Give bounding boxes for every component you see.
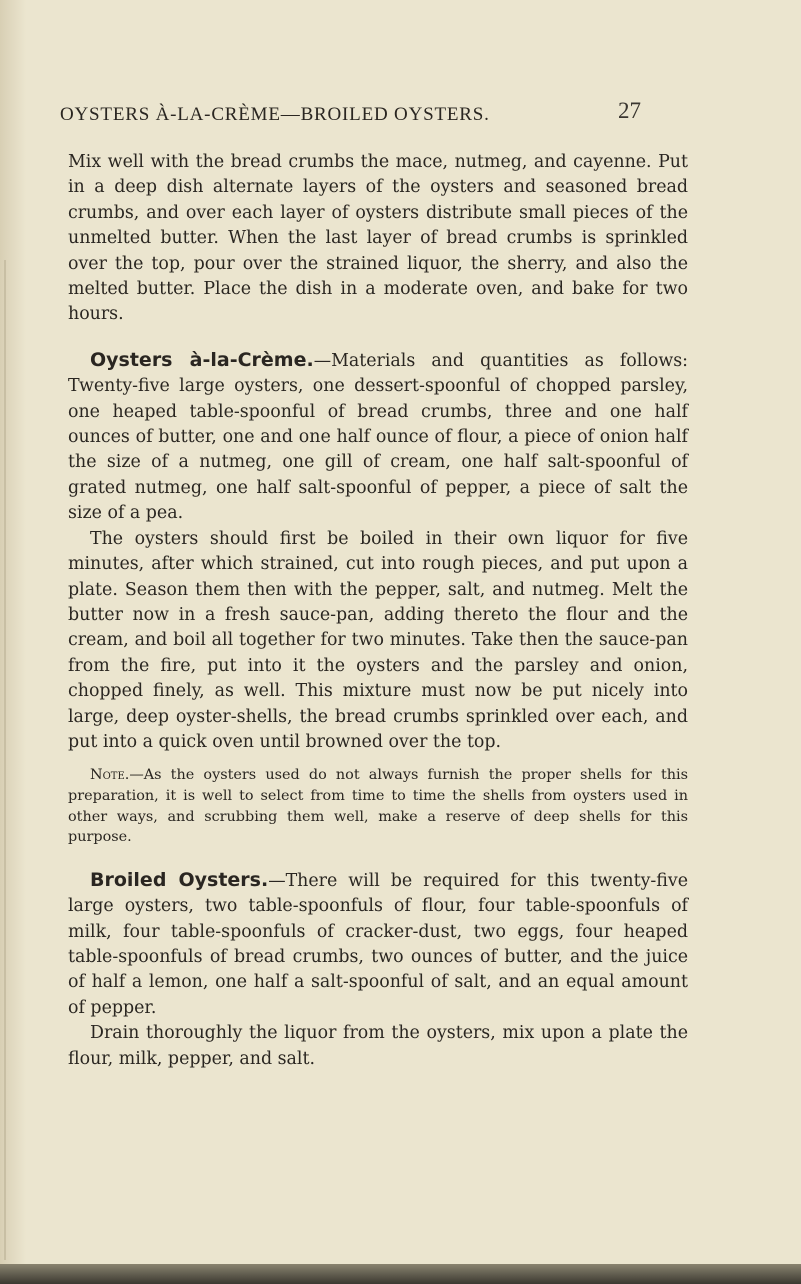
section-heading-broiled-oysters: Broiled Oysters. bbox=[90, 868, 269, 891]
broiled-method-paragraph: Drain thoroughly the liquor from the oysters, mix upon a plate the flour, milk, pepper, and salt. bbox=[68, 1023, 688, 1069]
broiled-materials-text: —There will be required for this twenty-five large oysters, two table-spoonfuls of flour, four table-spoonfuls of milk, four table-spoonfuls of cracker-dust, two eggs, four heaped table-spoonfuls of bread crumbs, two ounces of butter, and the juice of half a lemon, one half a salt-spoonful of salt, and an equal amount of pepper. bbox=[68, 870, 688, 1018]
section-heading-oysters-a-la-creme: Oysters à-la-Crème. bbox=[90, 348, 314, 371]
page-number: 27 bbox=[618, 98, 641, 123]
page-body bbox=[68, 150, 688, 1072]
page-edge-line bbox=[4, 260, 6, 1260]
intro-paragraph: Mix well with the bread crumbs the mace, nutmeg, and cayenne. Put in a deep dish alternate layers of the oysters and seasoned bread crumbs, and over each layer of oysters distribute small pieces of the unmelted butter. When the last layer of bread crumbs is sprinkled over the top, pour over the strained liquor, the sherry, and also the melted butter. Place the dish in a moderate oven, and bake for two hours. bbox=[68, 152, 688, 325]
running-header: OYSTERS À-LA-CRÈME—BROILED OYSTERS. bbox=[60, 104, 490, 125]
note-label: Note. bbox=[90, 767, 130, 784]
page-bottom-edge bbox=[0, 1264, 801, 1284]
note-gap bbox=[68, 755, 688, 765]
section-gap bbox=[68, 848, 688, 868]
section-gap bbox=[68, 328, 688, 348]
note-paragraph bbox=[68, 765, 688, 847]
creme-method-paragraph: The oysters should first be boiled in their own liquor for five minutes, after which strained, cut into rough pieces, and put upon a plate. Season them then with the pepper, salt, and nutmeg. Melt the butter now in a fresh sauce-pan, adding thereto the flour and the cream, and boil all together for two minutes. Take then the sauce-pan from the fire, put into it the oysters and the parsley and onion, chopped finely, as well. This mixture must now be put nicely into large, deep oyster-shells, the bread crumbs sprinkled over each, and put into a quick oven until browned over the top. bbox=[68, 528, 688, 752]
note-text: —As the oysters used do not always furnish the proper shells for this preparation, it is well to select from time to time the shells from oysters used in other ways, and scrubbing them well, make a reserve of deep shells for this purpose. bbox=[68, 767, 688, 846]
creme-recipe-paragraph bbox=[68, 348, 688, 527]
creme-materials-text: —Materials and quantities as follows: Twenty-five large oysters, one dessert-spoonful of chopped parsley, one heaped table-spoonful of bread crumbs, three and one half ounces of butter, one and one half ounce of flour, a piece of onion half the size of a nutmeg, one gill of cream, one half salt-spoonful of grated nutmeg, one half salt-spoonful of pepper, a piece of salt the size of a pea. bbox=[68, 350, 688, 524]
broiled-recipe-paragraph bbox=[68, 868, 688, 1021]
